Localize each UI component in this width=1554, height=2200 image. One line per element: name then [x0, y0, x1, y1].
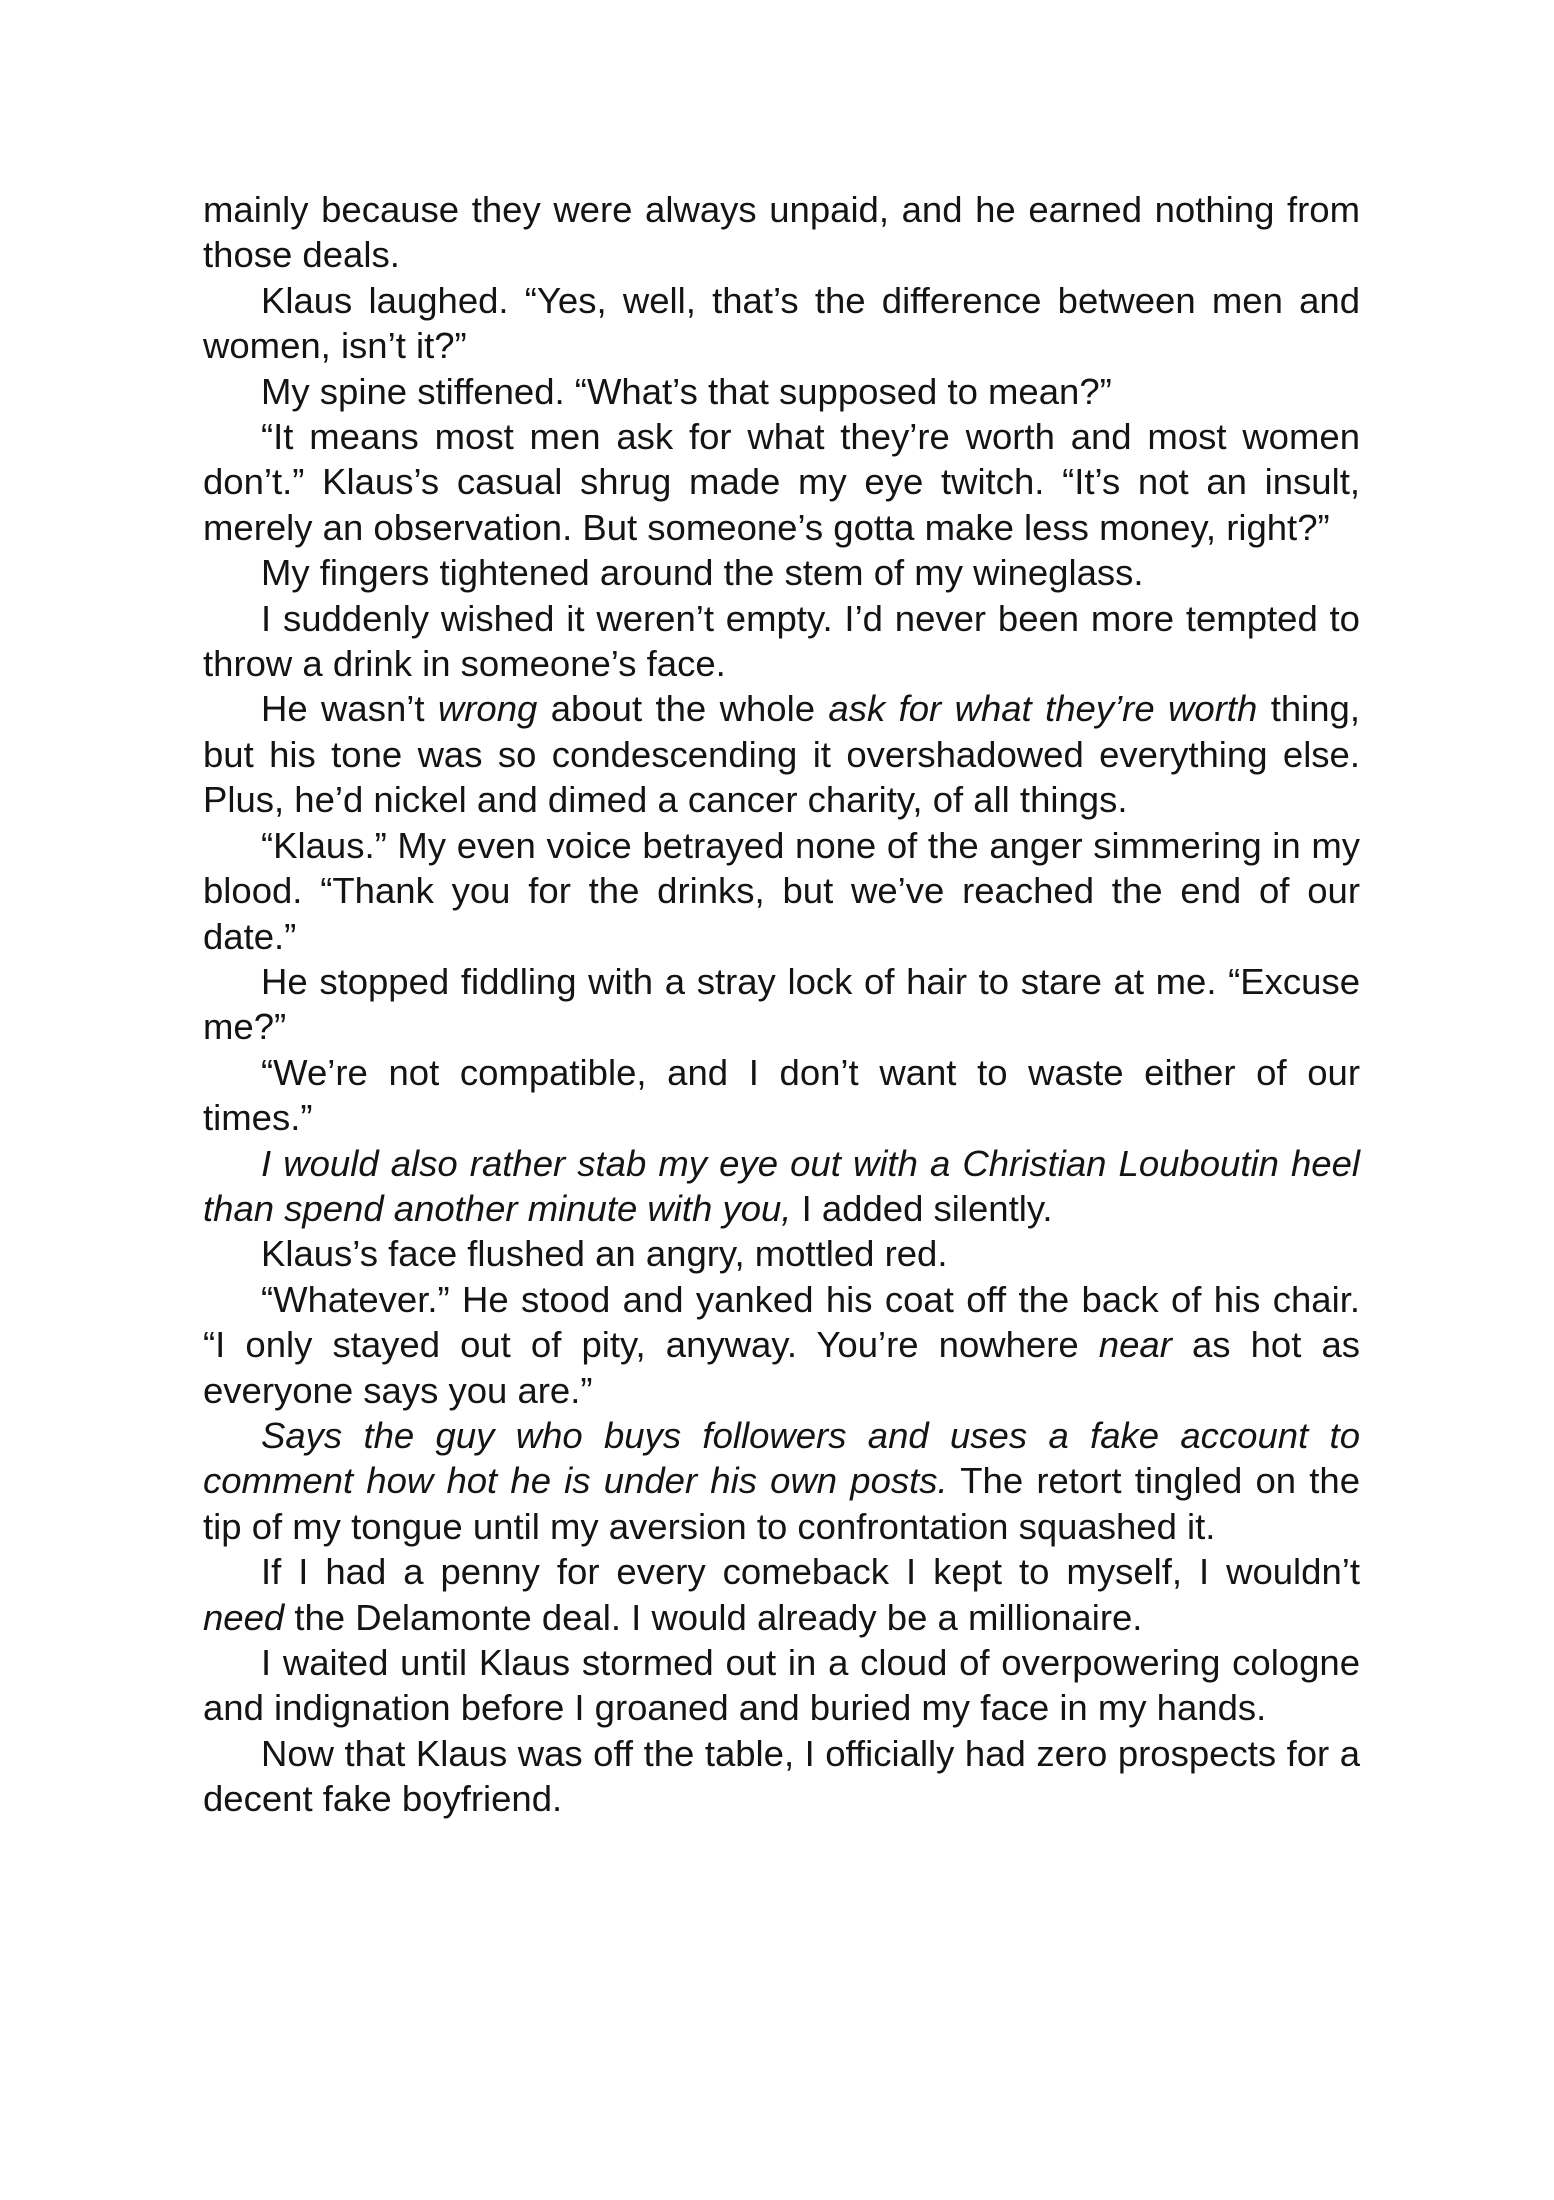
italic-text-run: wrong — [437, 688, 538, 730]
text-run: as hot as everyone says you are.” — [203, 1324, 1360, 1411]
paragraph — [203, 1277, 1360, 1413]
text-run: My spine stiffened. “What’s that supposed to mean?” — [261, 370, 1112, 412]
paragraph — [203, 1050, 1360, 1141]
italic-text-run: I would also rather stab my eye out with a Christian Louboutin heel than spend another minute with you, — [203, 1142, 1360, 1229]
text-run: “Klaus.” My even voice betrayed none of the anger simmering in my blood. “Thank you for the drinks, but we’ve reached the end of our date.” — [203, 824, 1360, 957]
text-run: mainly because they were always unpaid, and he earned nothing from those deals. — [203, 189, 1360, 276]
text-run: He wasn’t — [261, 688, 438, 730]
paragraph — [203, 959, 1360, 1050]
italic-text-run: ask for what they’re worth — [828, 688, 1258, 730]
text-run: Klaus’s face flushed an angry, mottled red. — [261, 1233, 948, 1275]
body-text — [203, 187, 1360, 1822]
paragraph — [203, 1549, 1360, 1640]
paragraph — [203, 278, 1360, 369]
text-run: I added silently. — [791, 1187, 1053, 1229]
paragraph — [203, 1231, 1360, 1276]
text-run: about the whole — [537, 688, 829, 730]
paragraph — [203, 1413, 1360, 1549]
text-run: Klaus laughed. “Yes, well, that’s the difference between men and women, isn’t it?” — [203, 279, 1360, 367]
text-run: “We’re not compatible, and I don’t want to waste either of our times.” — [203, 1051, 1360, 1139]
text-run: The retort tingled on the tip of my tongue until my aversion to confrontation squashed it. — [203, 1460, 1360, 1547]
paragraph — [203, 550, 1360, 595]
paragraph — [203, 369, 1360, 414]
paragraph — [203, 686, 1360, 822]
paragraph — [203, 823, 1360, 959]
text-run: I suddenly wished it weren’t empty. I’d never been more tempted to throw a drink in someone’s face. — [203, 597, 1360, 685]
italic-text-run: near — [1098, 1324, 1172, 1366]
text-run: If I had a penny for every comeback I kept to myself, I wouldn’t — [261, 1551, 1360, 1593]
paragraph — [203, 1640, 1360, 1731]
text-run: “Whatever.” He stood and yanked his coat off the back of his chair. “I only stayed out of pity, anyway. You’re nowhere — [203, 1278, 1360, 1366]
text-run: My fingers tightened around the stem of my wineglass. — [261, 552, 1144, 594]
paragraph — [203, 596, 1360, 687]
text-run: Now that Klaus was off the table, I officially had zero prospects for a decent fake boyfriend. — [203, 1732, 1360, 1820]
paragraph — [203, 1731, 1360, 1822]
text-run: “It means most men ask for what they’re worth and most women don’t.” Klaus’s casual shrug made my eye twitch. “It’s not an insult, merely an observation. But someone’s gotta make less money, right?” — [203, 416, 1360, 548]
text-run: I waited until Klaus stormed out in a cloud of overpowering cologne and indignation before I groaned and buried my face in my hands. — [203, 1642, 1360, 1729]
italic-text-run: need — [203, 1596, 285, 1638]
paragraph — [203, 187, 1360, 278]
text-run: He stopped fiddling with a stray lock of hair to stare at me. “Excuse me?” — [203, 960, 1360, 1048]
text-run: thing, but his tone was so condescending it overshadowed everything else. Plus, he’d nickel and dimed a cancer charity, of all things. — [203, 688, 1360, 821]
italic-text-run: Says the guy who buys followers and uses a fake account to comment how hot he is under his own posts. — [203, 1414, 1360, 1502]
text-run: the Delamonte deal. I would already be a millionaire. — [284, 1596, 1143, 1638]
paragraph — [203, 1141, 1360, 1232]
paragraph — [203, 414, 1360, 550]
